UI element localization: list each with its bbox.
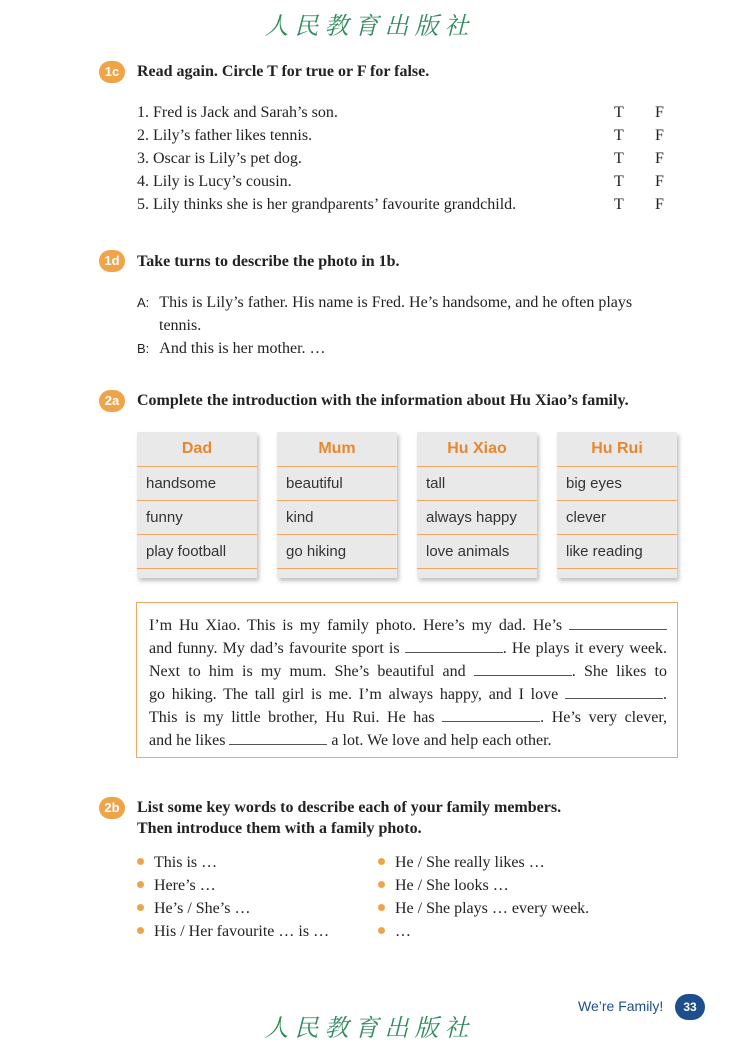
dialogue-line-a (137, 294, 632, 312)
phrase-bullet (378, 923, 411, 941)
tf-statement-5: 5. Lily thinks she is her grandparents’ favourite grandchild. (137, 196, 517, 213)
passage-line (149, 661, 667, 681)
true-option-1[interactable]: T (614, 104, 624, 121)
passage-text: I’m Hu Xiao. This is my family photo. Here’s my dad. He’s (149, 617, 563, 634)
publisher-logo-top: 人民教育出版社 (264, 12, 475, 40)
section-heading-2b-line2: Then introduce them with a family photo. (137, 820, 422, 837)
answer-blank-4[interactable] (565, 684, 663, 699)
passage-text: a lot. We love and help each other. (331, 732, 552, 749)
section-heading-2b-line1: List some key words to describe each of your family members. (137, 799, 562, 816)
phrase-bullet (378, 854, 545, 872)
phrase-text: He / She looks … (395, 877, 509, 894)
speaker-a-label: A: (137, 295, 150, 310)
phrase-text: He / She plays … every week. (395, 900, 590, 917)
phrase-bullet (378, 900, 589, 918)
section-badge-2b: 2b (99, 797, 125, 819)
introduction-passage (136, 602, 678, 758)
section-heading-2a: Complete the introduction with the information about Hu Xiao’s family. (137, 392, 629, 409)
passage-text: and he likes (149, 732, 226, 749)
card-title: Hu Rui (557, 432, 677, 467)
passage-text: Next to him is my mum. She’s beautiful and (149, 663, 466, 680)
card-row: beautiful (277, 467, 397, 501)
card-row: clever (557, 501, 677, 535)
card-row: tall (417, 467, 537, 501)
passage-text: This is my little brother, Hu Rui. He has (149, 709, 435, 726)
card-row: play football (137, 535, 257, 569)
true-option-4[interactable]: T (614, 173, 624, 190)
phrase-text: His / Her favourite … is … (154, 923, 330, 940)
speaker-b-label: B: (137, 341, 150, 356)
tf-statement-4: 4. Lily is Lucy’s cousin. (137, 173, 292, 190)
info-card-dad (137, 432, 257, 578)
passage-text: go hiking. The tall girl is me. I’m always happy, and I love (149, 686, 559, 703)
false-option-1[interactable]: F (655, 104, 664, 121)
unit-title: We’re Family! (578, 998, 664, 1014)
card-row: go hiking (277, 535, 397, 569)
bullet-icon (137, 881, 144, 888)
passage-text: . She likes to (571, 663, 667, 680)
answer-blank-1[interactable] (569, 615, 667, 630)
true-option-2[interactable]: T (614, 127, 624, 144)
bullet-icon (137, 927, 144, 934)
card-row: big eyes (557, 467, 677, 501)
phrase-text: This is … (154, 854, 218, 871)
passage-line (149, 730, 667, 750)
phrase-text: He’s / She’s … (154, 900, 251, 917)
info-card-hu-xiao (417, 432, 537, 578)
bullet-icon (378, 858, 385, 865)
card-row: handsome (137, 467, 257, 501)
false-option-2[interactable]: F (655, 127, 664, 144)
dialogue-line-b (137, 340, 326, 358)
passage-text: and funny. My dad’s favourite sport is (149, 640, 400, 657)
phrase-bullet (137, 923, 329, 941)
passage-line (149, 638, 667, 658)
bullet-icon (137, 858, 144, 865)
card-row: kind (277, 501, 397, 535)
bullet-icon (137, 904, 144, 911)
dialogue-text-a: This is Lily’s father. His name is Fred. He’s handsome, and he often plays (159, 294, 633, 311)
phrase-bullet (378, 877, 509, 895)
passage-line (149, 615, 667, 635)
tf-statement-1: 1. Fred is Jack and Sarah’s son. (137, 104, 338, 121)
phrase-bullet (137, 900, 250, 918)
tf-statement-3: 3. Oscar is Lily’s pet dog. (137, 150, 302, 167)
bullet-icon (378, 927, 385, 934)
phrase-text: Here’s … (154, 877, 216, 894)
passage-text: . (663, 686, 668, 703)
card-row: always happy (417, 501, 537, 535)
page-number: 33 (675, 994, 705, 1020)
tf-statement-2: 2. Lily’s father likes tennis. (137, 127, 313, 144)
card-title: Hu Xiao (417, 432, 537, 467)
phrase-text: He / She really likes … (395, 854, 545, 871)
card-row: funny (137, 501, 257, 535)
section-heading-1c: Read again. Circle T for true or F for false. (137, 63, 430, 80)
passage-text: . He plays it every week. (502, 640, 668, 657)
bullet-icon (378, 881, 385, 888)
phrase-bullet (137, 877, 216, 895)
card-row: love animals (417, 535, 537, 569)
answer-blank-3[interactable] (474, 661, 572, 676)
section-badge-1d: 1d (99, 250, 125, 272)
card-title: Dad (137, 432, 257, 467)
phrase-bullet (137, 854, 217, 872)
true-option-5[interactable]: T (614, 196, 624, 213)
card-title: Mum (277, 432, 397, 467)
false-option-4[interactable]: F (655, 173, 664, 190)
info-card-mum (277, 432, 397, 578)
dialogue-line-a-continued: tennis. (159, 317, 202, 334)
dialogue-text-b: And this is her mother. … (159, 340, 326, 357)
answer-blank-2[interactable] (405, 638, 503, 653)
section-heading-1d: Take turns to describe the photo in 1b. (137, 253, 400, 270)
info-card-hu-rui (557, 432, 677, 578)
passage-line (149, 707, 667, 727)
publisher-logo-bottom: 人民教育出版社 (264, 1014, 475, 1042)
phrase-text: … (395, 923, 411, 940)
false-option-5[interactable]: F (655, 196, 664, 213)
section-badge-1c: 1c (99, 61, 125, 83)
passage-text: . He’s very clever, (540, 709, 668, 726)
true-option-3[interactable]: T (614, 150, 624, 167)
card-row: like reading (557, 535, 677, 569)
answer-blank-6[interactable] (229, 730, 327, 745)
passage-line (149, 684, 667, 704)
false-option-3[interactable]: F (655, 150, 664, 167)
answer-blank-5[interactable] (442, 707, 540, 722)
section-badge-2a: 2a (99, 390, 125, 412)
bullet-icon (378, 904, 385, 911)
